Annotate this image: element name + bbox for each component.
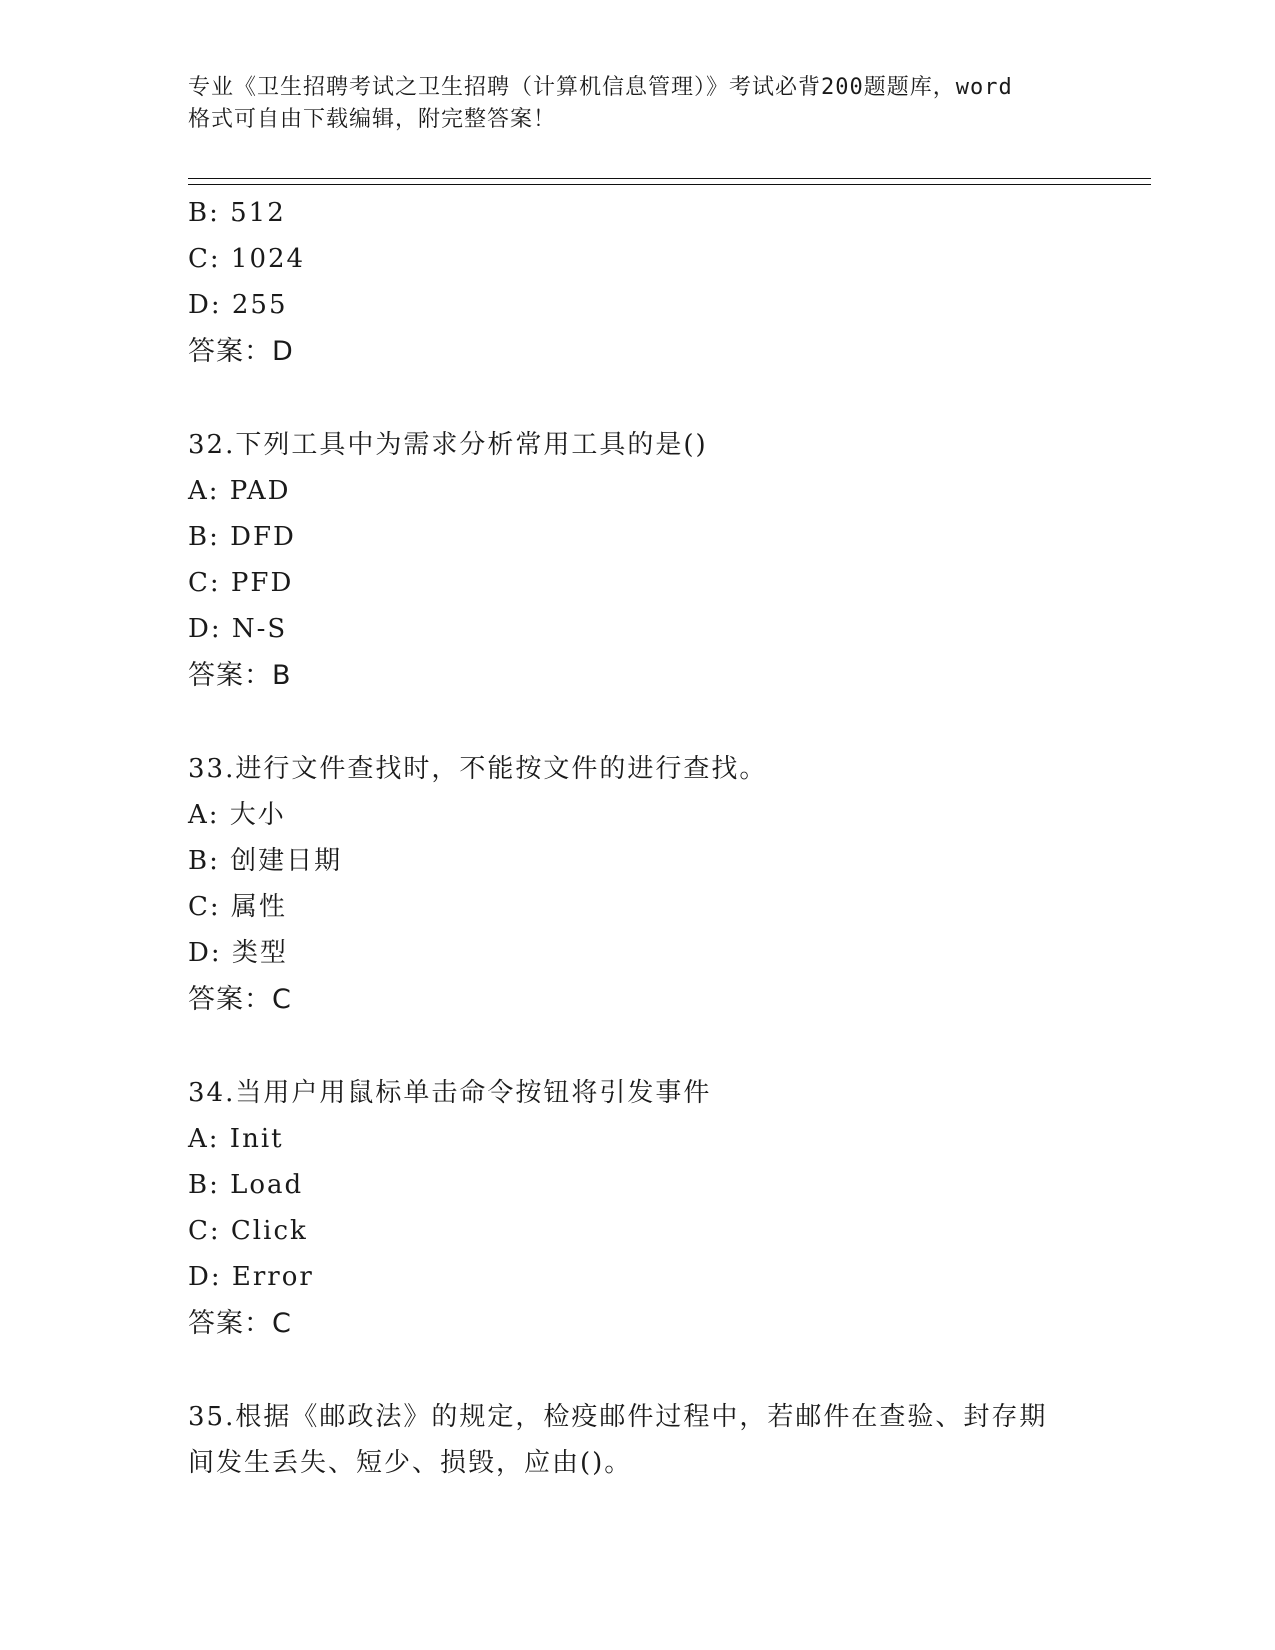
question-33 xyxy=(188,746,1088,1024)
answer-line: 答案：C xyxy=(188,984,292,1015)
header-line-2: 格式可自由下载编辑，附完整答案！ xyxy=(188,107,557,132)
option-b: B: 创建日期 xyxy=(188,846,343,876)
option-d: D: 255 xyxy=(188,290,288,320)
question-title-line-2: 间发生丢失、短少、损毁，应由()。 xyxy=(188,1448,633,1478)
option-c: C: 属性 xyxy=(188,892,287,922)
question-title: 34.当用户用鼠标单击命令按钮将引发事件 xyxy=(188,1078,712,1108)
answer-line: 答案：C xyxy=(188,1308,292,1339)
question-title: 33.进行文件查找时，不能按文件的进行查找。 xyxy=(188,754,768,784)
question-list xyxy=(188,190,1088,1486)
option-b: B: DFD xyxy=(188,522,296,552)
answer-line: 答案：B xyxy=(188,660,292,691)
header-divider-top xyxy=(188,178,1151,179)
option-d: D: N-S xyxy=(188,614,288,644)
header-line-1: 专业《卫生招聘考试之卫生招聘（计算机信息管理）》考试必背200题题库，word xyxy=(188,75,1013,100)
header-divider-bottom xyxy=(188,184,1151,185)
option-c: C: Click xyxy=(188,1216,308,1246)
question-31-continuation xyxy=(188,190,1088,376)
option-b: B: Load xyxy=(188,1170,304,1200)
option-c: C: 1024 xyxy=(188,244,306,274)
question-32 xyxy=(188,422,1088,700)
option-d: D: 类型 xyxy=(188,938,288,968)
option-c: C: PFD xyxy=(188,568,294,598)
document-header xyxy=(188,72,1108,136)
answer-line: 答案：D xyxy=(188,336,294,367)
question-35 xyxy=(188,1394,1088,1486)
question-34 xyxy=(188,1070,1088,1348)
question-title-line-1: 35.根据《邮政法》的规定，检疫邮件过程中，若邮件在查验、封存期 xyxy=(188,1402,1048,1432)
option-a: A: 大小 xyxy=(188,800,286,830)
option-b: B: 512 xyxy=(188,198,286,228)
question-title: 32.下列工具中为需求分析常用工具的是() xyxy=(188,430,708,460)
option-d: D: Error xyxy=(188,1262,314,1292)
option-a: A: Init xyxy=(188,1124,284,1154)
option-a: A: PAD xyxy=(188,476,291,506)
